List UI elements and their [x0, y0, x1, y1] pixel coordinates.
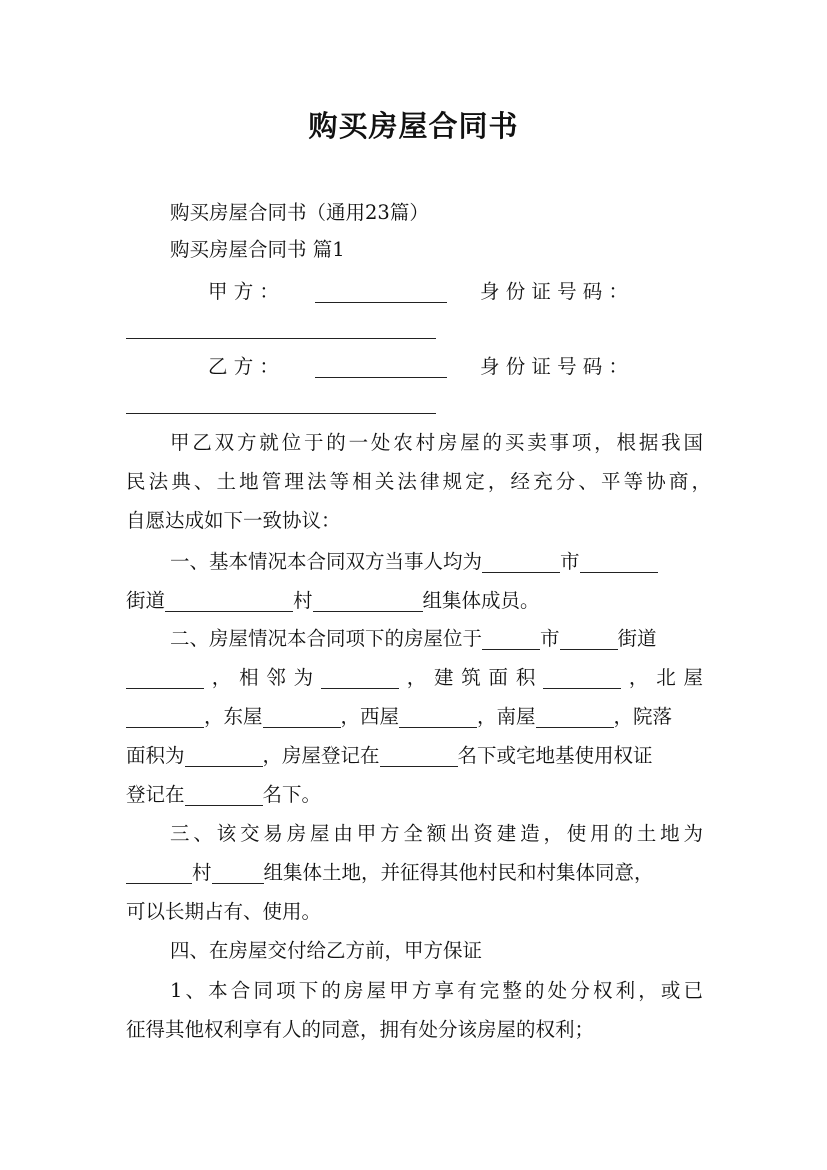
party-a-row	[208, 279, 708, 305]
registered-blank	[380, 746, 458, 767]
west-house-blank	[399, 707, 477, 728]
party-b-label: 乙 方 ：	[208, 355, 279, 378]
east-house-blank	[263, 707, 341, 728]
group-blank	[313, 591, 423, 612]
south-house-label: ，南屋	[477, 705, 536, 728]
clause-2-line-2	[126, 665, 703, 691]
area-blank	[543, 668, 621, 689]
clause-2-line-5	[126, 782, 703, 808]
city-blank	[482, 552, 560, 573]
cert-registered-label: 登记在	[126, 783, 185, 806]
clause-4-1-line-2: 征得其他权利享有人的同意，拥有处分该房屋的权利；	[126, 1018, 595, 1041]
yard-area-blank	[185, 746, 263, 767]
street-label: 街道	[126, 589, 166, 612]
clause-3-line-2	[126, 860, 703, 886]
house-street-blank	[560, 629, 618, 650]
yard-area-label: 面积为	[126, 744, 185, 767]
north-house-label: ，北屋	[621, 666, 703, 689]
cert-registered-blank	[185, 785, 263, 806]
clause-4-heading: 四、在房屋交付给乙方前，甲方保证	[170, 939, 483, 962]
village-label: 村	[293, 589, 313, 612]
cert-name-label: 名下。	[262, 783, 322, 806]
document-title: 购买房屋合同书	[308, 109, 519, 143]
adjacent-label: ，相邻为	[204, 666, 321, 689]
clause-3-line-3: 可以长期占有、使用。	[126, 900, 322, 923]
land-group-blank	[212, 863, 264, 884]
clause-2-line-4	[126, 743, 703, 769]
south-house-blank	[536, 707, 614, 728]
house-street-label: 街道	[617, 627, 657, 650]
clause-2-text: 二、房屋情况本合同项下的房屋位于	[170, 627, 483, 650]
clause-4-1-line-1: 1、本合同项下的房屋甲方享有完整的处分权利，或已	[170, 979, 703, 1002]
clause-1-line-2	[126, 588, 703, 614]
clause-1-line-1	[170, 549, 747, 575]
village-blank	[165, 591, 293, 612]
land-village-blank	[126, 863, 192, 884]
group-label: 组集体成员。	[422, 589, 540, 612]
registered-label: ，房屋登记在	[262, 744, 380, 767]
clause-3-line-1: 三、该交易房屋由甲方全额出资建造，使用的土地为	[170, 822, 703, 845]
yard-label: ，院落	[613, 705, 673, 728]
party-b-id-row	[126, 390, 703, 416]
section-heading: 购买房屋合同书 篇1	[170, 238, 345, 261]
party-a-name-blank	[315, 282, 447, 303]
homestead-label: 名下或宅地基使用权证	[457, 744, 653, 767]
clause-2-line-3	[126, 704, 703, 730]
north-house-blank	[126, 707, 204, 728]
west-house-label: ，西屋	[340, 705, 400, 728]
party-a-label: 甲 方 ：	[208, 280, 279, 303]
party-b-row	[208, 354, 708, 380]
party-b-id-blank	[126, 393, 436, 414]
adjacent-blank	[321, 668, 399, 689]
party-a-id-blank	[126, 318, 436, 339]
house-city-label: 市	[540, 627, 560, 650]
clause-2-line-1	[170, 626, 747, 652]
party-a-id-label: 身 份 证 号 码 ：	[480, 280, 628, 303]
preamble-line-1: 甲乙双方就位于的一处农村房屋的买卖事项，根据我国	[170, 431, 703, 454]
party-a-id-row	[126, 315, 703, 341]
land-village-label: 村	[192, 861, 212, 884]
street-blank	[580, 552, 658, 573]
area-label: ，建筑面积	[398, 666, 544, 689]
preamble-line-2: 民法典、土地管理法等相关法律规定，经充分、平等协商，	[126, 470, 711, 493]
city-label: 市	[560, 550, 580, 573]
blank	[126, 668, 204, 689]
party-b-name-blank	[315, 357, 447, 378]
party-b-id-label: 身 份 证 号 码 ：	[480, 355, 628, 378]
subtitle: 购买房屋合同书（通用23篇）	[170, 201, 429, 224]
preamble-line-3: 自愿达成如下一致协议：	[126, 509, 341, 532]
east-house-label: ，东屋	[204, 705, 263, 728]
clause-1-text: 一、基本情况本合同双方当事人均为	[170, 550, 483, 573]
house-city-blank	[482, 629, 540, 650]
land-group-label: 组集体土地，并征得其他村民和村集体同意，	[263, 861, 654, 884]
